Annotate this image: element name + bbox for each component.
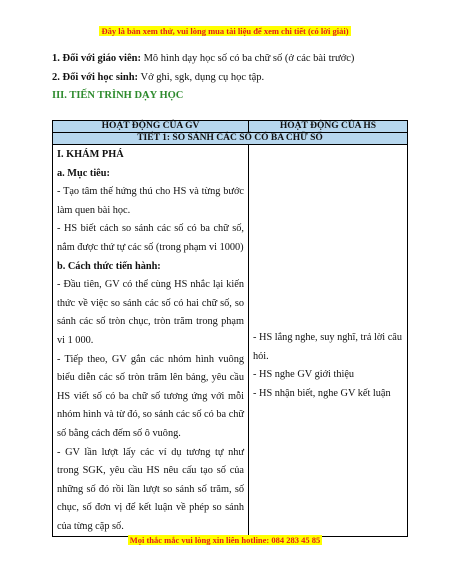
table-header-row <box>53 121 408 133</box>
teacher-prep-text: Mô hình dạy học số có ba chữ số (ở các bài trước) <box>140 53 355 64</box>
top-banner-text: Đây là bản xem thử, vui lòng mua tài liệu để xem chi tiết (có lời giải) <box>101 26 349 36</box>
student-item-3: - HS nhận biết, nghe GV kết luận <box>253 387 391 399</box>
bottom-banner <box>0 535 450 545</box>
goal-heading: a. Mục tiêu: <box>57 167 110 179</box>
teacher-activity-cell <box>53 145 249 537</box>
student-activity-cell <box>249 145 408 537</box>
student-prep-text: Vở ghi, sgk, dụng cụ học tập. <box>138 72 265 83</box>
student-item-2: - HS nghe GV giới thiệu <box>253 369 355 381</box>
teacher-prep-line <box>52 53 354 64</box>
teacher-prep-label: 1. Đối với giáo viên: <box>52 53 141 64</box>
lesson-table <box>52 120 408 537</box>
lesson-title: TIẾT 1: SO SÁNH CÁC SỐ CÓ BA CHỮ SỐ <box>53 133 408 145</box>
method-heading: b. Cách thức tiến hành: <box>57 260 161 272</box>
table-row <box>53 145 408 537</box>
method-item-2: - Tiếp theo, GV gắn các nhóm hình vuông biểu diễn các số tròn trăm lên bảng, yêu cầu HS viết số có ba chữ số tương ứng với mỗi nhóm hình và từ đó, so sánh các số có ba chữ số bằng cách đếm số ô vuông. <box>57 353 244 439</box>
bottom-banner-text: Mọi thắc mắc vui lòng xin liên hotline: 084 283 45 85 <box>129 535 321 545</box>
method-item-3: - GV lần lượt lấy các ví dụ tương tự như trong SGK, yêu cầu HS nêu cấu tạo số của những số đó rồi lần lượt so sánh số trăm, số chục, số đơn vị để kết luận về phép so sánh của từng cặp số. <box>57 446 244 532</box>
lesson-title-row <box>53 133 408 145</box>
goal-item-2: - HS biết cách so sánh các số có ba chữ số, nắm được thứ tự các số (trong phạm vi 1000) <box>57 223 244 253</box>
header-teacher-activity: HOẠT ĐỘNG CỦA GV <box>53 121 249 133</box>
student-prep-line <box>52 72 264 83</box>
header-student-activity: HOẠT ĐỘNG CỦA HS <box>249 121 408 133</box>
top-banner <box>0 26 450 36</box>
student-prep-label: 2. Đối với học sinh: <box>52 72 139 83</box>
part-title: I. KHÁM PHÁ <box>57 149 124 160</box>
method-item-1: - Đầu tiên, GV có thể cùng HS nhắc lại kiến thức về việc so sánh các số có hai chữ số, so sánh các số tròn chục, tròn trăm trong phạm vi 1 000. <box>57 279 244 346</box>
goal-item-1: - Tạo tâm thế hứng thú cho HS và từng bước làm quen bài học. <box>57 186 244 216</box>
section-heading: III. TIẾN TRÌNH DẠY HỌC <box>52 90 184 101</box>
student-item-1: - HS lắng nghe, suy nghĩ, trả lời câu hỏi. <box>253 332 403 362</box>
